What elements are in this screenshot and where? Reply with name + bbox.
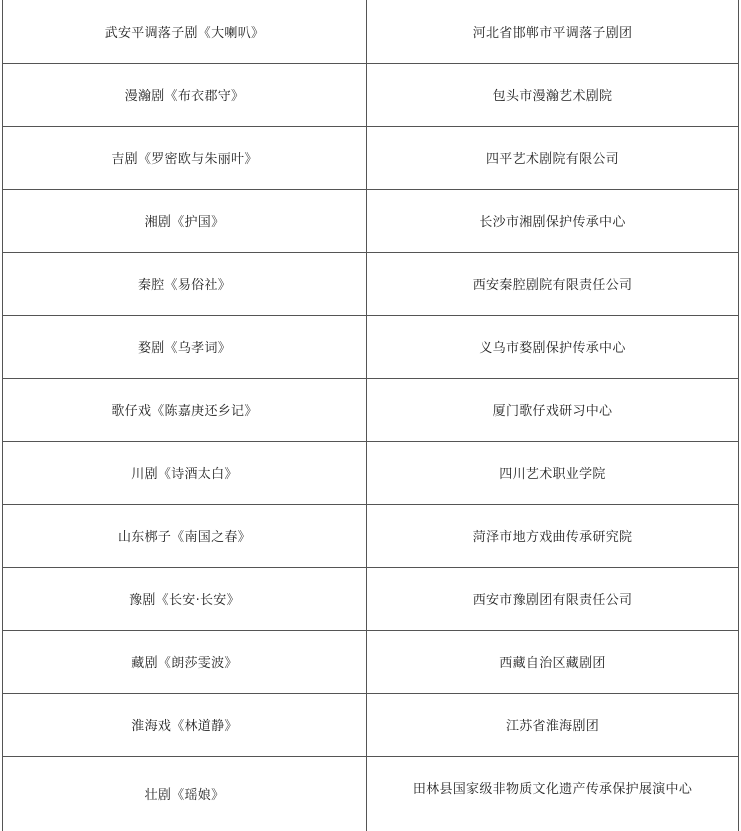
work-title-cell: 歌仔戏《陈嘉庚还乡记》: [3, 378, 367, 441]
table-row: [3, 315, 739, 378]
work-title-cell: 豫剧《长安·长安》: [3, 567, 367, 630]
table-row: [3, 441, 739, 504]
work-title-cell: 秦腔《易俗社》: [3, 252, 367, 315]
work-title-cell: 漫瀚剧《布衣郡守》: [3, 63, 367, 126]
organization-cell: 田林县国家级非物质文化遗产传承保护展演中心: [367, 756, 739, 831]
table-row: [3, 567, 739, 630]
table-row: [3, 252, 739, 315]
table-row: [3, 756, 739, 831]
table-row: [3, 630, 739, 693]
work-title-cell: 淮海戏《林道静》: [3, 693, 367, 756]
work-title-cell: 山东梆子《南国之春》: [3, 504, 367, 567]
work-title-cell: 湘剧《护国》: [3, 189, 367, 252]
organization-cell: 江苏省淮海剧团: [367, 693, 739, 756]
table-row: [3, 693, 739, 756]
organization-cell: 河北省邯郸市平调落子剧团: [367, 0, 739, 63]
organization-cell: 义乌市婺剧保护传承中心: [367, 315, 739, 378]
organization-cell: 包头市漫瀚艺术剧院: [367, 63, 739, 126]
table-row: [3, 0, 739, 63]
organization-cell: 西安市豫剧团有限责任公司: [367, 567, 739, 630]
organization-cell: 厦门歌仔戏研习中心: [367, 378, 739, 441]
work-title-cell: 吉剧《罗密欧与朱丽叶》: [3, 126, 367, 189]
organization-cell: 菏泽市地方戏曲传承研究院: [367, 504, 739, 567]
organization-cell: 长沙市湘剧保护传承中心: [367, 189, 739, 252]
table-row: [3, 126, 739, 189]
works-table: [2, 0, 739, 831]
table-row: [3, 63, 739, 126]
organization-cell: 西安秦腔剧院有限责任公司: [367, 252, 739, 315]
work-title-cell: 藏剧《朗莎雯波》: [3, 630, 367, 693]
table-row: [3, 504, 739, 567]
work-title-cell: 壮剧《瑶娘》: [3, 756, 367, 831]
organization-cell: 四川艺术职业学院: [367, 441, 739, 504]
organization-cell: 西藏自治区藏剧团: [367, 630, 739, 693]
organization-cell: 四平艺术剧院有限公司: [367, 126, 739, 189]
table-row: [3, 189, 739, 252]
work-title-cell: 婺剧《乌孝词》: [3, 315, 367, 378]
work-title-cell: 川剧《诗酒太白》: [3, 441, 367, 504]
table-row: [3, 378, 739, 441]
works-table-container: [2, 0, 738, 831]
work-title-cell: 武安平调落子剧《大喇叭》: [3, 0, 367, 63]
